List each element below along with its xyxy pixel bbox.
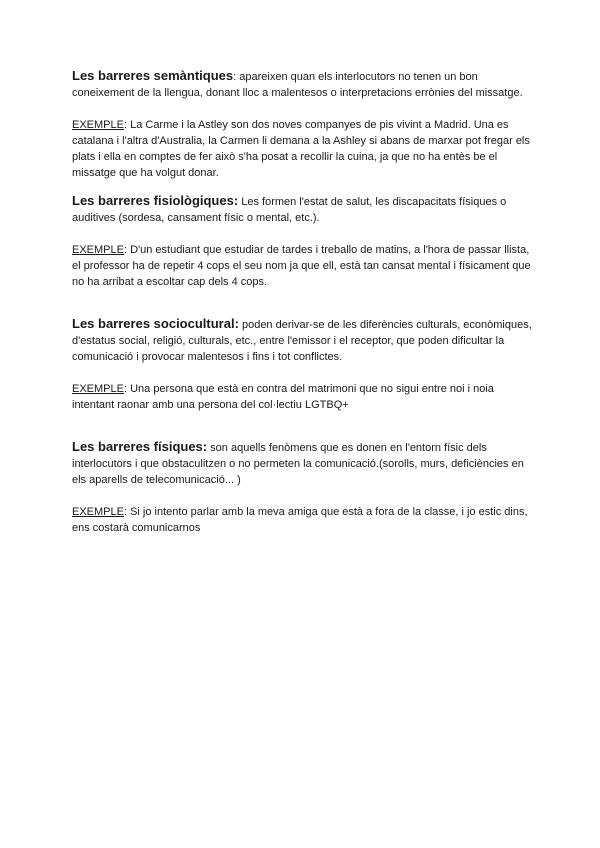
definition-text: apareixen quan els interlocutors no tenen un bon coneixement de la llengua, donant lloc a malentesos o interpretacions errònies del missatge.	[72, 71, 523, 99]
example-paragraph	[72, 381, 534, 413]
term-separator: :	[233, 71, 237, 83]
section-physical-barriers	[72, 439, 534, 536]
example-paragraph	[72, 504, 534, 536]
term-heading: Les barreres sociocultural:	[72, 316, 239, 331]
example-text: : La Carme i la Astley son dos noves companyes de pis vivint a Madrid. Una es catalana i l'altra d'Australia, la Carmen li demana a la Ashley si abans de marxar pot fregar els plats i ella en comptes de fer això s'ha posat a recollir la cuina, ja que no ha entès be el missatge que ha volgut donar.	[72, 119, 530, 179]
definition-paragraph	[72, 316, 534, 365]
example-label: EXEMPLE	[72, 506, 124, 518]
example-text: : Una persona que està en contra del matrimoni que no sigui entre noi i noia intentant raonar amb una persona del col·lectiu LGTBQ+	[72, 383, 494, 411]
term-heading: Les barreres fisiològiques:	[72, 193, 239, 208]
example-paragraph	[72, 242, 534, 290]
definition-text: poden derivar-se de les diferències culturals, econòmiques, d'estatus social, religió, culturals, etc., entre l'emissor i el receptor, que poden dificultar la comunicació i provocar malentesos i fins i tot conflictes.	[72, 319, 532, 363]
example-label: EXEMPLE	[72, 119, 124, 131]
definition-paragraph	[72, 439, 534, 488]
example-paragraph	[72, 117, 534, 181]
example-text: : D'un estudiant que estudiar de tardes i treballo de matins, a l'hora de passar llista, el professor ha de repetir 4 cops el seu nom ja que ell, està tan cansat mental i físicament que no ha arribat a escoltar cap dels 4 cops.	[72, 244, 531, 288]
definition-text: Les formen l'estat de salut, les discapacitats físiques o auditives (sordesa, cansament físic o mental, etc.).	[72, 196, 507, 224]
document-body	[72, 68, 534, 536]
term-heading: Les barreres físiques:	[72, 439, 208, 454]
example-label: EXEMPLE	[72, 244, 124, 256]
section-sociocultural-barriers	[72, 316, 534, 413]
example-label: EXEMPLE	[72, 383, 124, 395]
section-physiological-barriers	[72, 193, 534, 290]
term-heading: Les barreres semàntiques	[72, 68, 234, 83]
section-semantic-barriers	[72, 68, 534, 181]
definition-paragraph	[72, 68, 534, 101]
definition-paragraph	[72, 193, 534, 226]
definition-text: son aquells fenòmens que es donen en l'entorn físic dels interlocutors i que obstaculitzen o no permeten la comunicació.(sorolls, murs, deficiències en els aparells de telecomunicació... )	[72, 442, 524, 486]
example-text: : Si jo intento parlar amb la meva amiga que està a fora de la classe, i jo estic dins, ens costarà comunicarnos	[72, 506, 528, 534]
